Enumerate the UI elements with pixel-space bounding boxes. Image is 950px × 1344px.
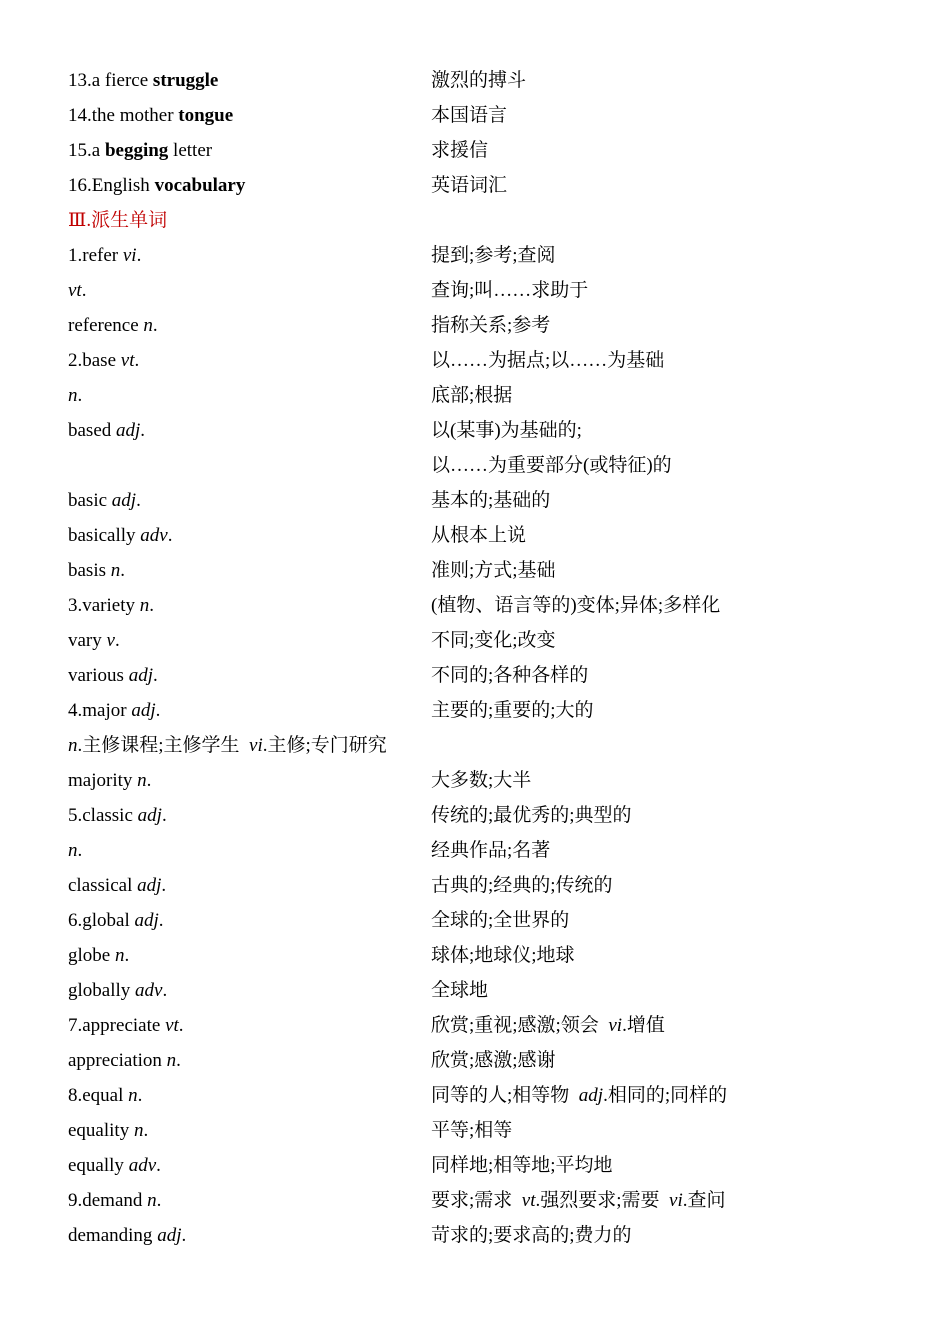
vocab-entry bbox=[68, 804, 888, 839]
vocab-entry bbox=[68, 489, 888, 524]
entry-word: 3.variety n. bbox=[68, 595, 155, 616]
vocab-entry bbox=[68, 909, 888, 944]
entry-meaning: 从根本上说 bbox=[431, 525, 527, 546]
vocab-entry bbox=[68, 1084, 888, 1119]
entry-word: n. bbox=[68, 840, 83, 861]
phrase-row bbox=[68, 139, 888, 174]
entry-word: equally adv. bbox=[68, 1155, 161, 1176]
entry-word: globe n. bbox=[68, 945, 130, 966]
entry-word: globally adv. bbox=[68, 980, 168, 1001]
entry-meaning: 以(某事)为基础的; bbox=[431, 420, 582, 441]
entry-word: based adj. bbox=[68, 420, 146, 441]
vocab-entry bbox=[68, 874, 888, 909]
vocab-entry bbox=[68, 314, 888, 349]
vocab-entry-continuation bbox=[68, 454, 888, 489]
entry-word: equality n. bbox=[68, 1120, 149, 1141]
entry-word: reference n. bbox=[68, 315, 158, 336]
vocab-entry bbox=[68, 839, 888, 874]
entry-word: demanding adj. bbox=[68, 1225, 187, 1246]
vocab-entry bbox=[68, 629, 888, 664]
entry-word: majority n. bbox=[68, 770, 152, 791]
vocab-entry bbox=[68, 1189, 888, 1224]
vocab-entry bbox=[68, 559, 888, 594]
vocab-entry bbox=[68, 944, 888, 979]
phrase-row bbox=[68, 69, 888, 104]
entry-word: 9.demand n. bbox=[68, 1190, 162, 1211]
entry-meaning: 同等的人;相等物 adj.相同的;同样的 bbox=[431, 1085, 728, 1106]
entry-word: vary v. bbox=[68, 630, 120, 651]
vocab-entry bbox=[68, 699, 888, 734]
entry-meaning: 传统的;最优秀的;典型的 bbox=[431, 805, 632, 826]
entry-meaning: 主要的;重要的;大的 bbox=[431, 700, 594, 721]
entry-meaning: 平等;相等 bbox=[431, 1120, 513, 1141]
entry-word: appreciation n. bbox=[68, 1050, 181, 1071]
phrase-row bbox=[68, 174, 888, 209]
entry-word: 4.major adj. bbox=[68, 700, 161, 721]
section-heading: Ⅲ.派生单词 bbox=[68, 210, 168, 231]
entry-meaning: 底部;根据 bbox=[431, 385, 513, 406]
vocab-entry bbox=[68, 664, 888, 699]
vocab-entry bbox=[68, 524, 888, 559]
vocab-entry bbox=[68, 419, 888, 454]
phrase-english: 13.a fierce struggle bbox=[68, 70, 219, 91]
entry-word: 5.classic adj. bbox=[68, 805, 167, 826]
entry-word: 2.base vt. bbox=[68, 350, 140, 371]
entry-word: basically adv. bbox=[68, 525, 173, 546]
entry-meaning: 同样地;相等地;平均地 bbox=[431, 1155, 613, 1176]
entry-meaning: 以……为据点;以……为基础 bbox=[431, 350, 665, 371]
entry-meaning: 欣赏;感激;感谢 bbox=[431, 1050, 556, 1071]
entry-meaning: 查询;叫……求助于 bbox=[431, 280, 589, 301]
phrase-meaning: 激烈的搏斗 bbox=[431, 70, 527, 91]
entry-meaning: 苛求的;要求高的;费力的 bbox=[431, 1225, 632, 1246]
vocab-entry bbox=[68, 279, 888, 314]
phrase-english: 14.the mother tongue bbox=[68, 105, 234, 126]
vocab-entry bbox=[68, 1119, 888, 1154]
entry-meaning: 欣赏;重视;感激;领会 vi.增值 bbox=[431, 1015, 665, 1036]
vocab-entry bbox=[68, 349, 888, 384]
entry-meaning: 基本的;基础的 bbox=[431, 490, 551, 511]
entry-word: n. bbox=[68, 385, 83, 406]
entry-word: various adj. bbox=[68, 665, 158, 686]
entry-meaning: 不同;变化;改变 bbox=[431, 630, 556, 651]
entry-word: 6.global adj. bbox=[68, 910, 164, 931]
entry-meaning: 提到;参考;查阅 bbox=[431, 245, 556, 266]
entry-meaning: 经典作品;名著 bbox=[431, 840, 551, 861]
vocab-entry bbox=[68, 1049, 888, 1084]
entry-word: vt. bbox=[68, 280, 87, 301]
vocab-entry bbox=[68, 769, 888, 804]
entry-word: 8.equal n. bbox=[68, 1085, 143, 1106]
entry-full-text: n.主修课程;主修学生 vi.主修;专门研究 bbox=[68, 735, 387, 756]
vocab-entry bbox=[68, 384, 888, 419]
entry-meaning: 准则;方式;基础 bbox=[431, 560, 556, 581]
vocab-entry bbox=[68, 1154, 888, 1189]
vocab-entry bbox=[68, 1014, 888, 1049]
entry-meaning: 要求;需求 vt.强烈要求;需要 vi.查问 bbox=[431, 1190, 726, 1211]
entry-meaning: 全球的;全世界的 bbox=[431, 910, 570, 931]
vocab-entry bbox=[68, 1224, 888, 1259]
entry-word: 7.appreciate vt. bbox=[68, 1015, 184, 1036]
entry-meaning: 全球地 bbox=[431, 980, 489, 1001]
phrase-meaning: 本国语言 bbox=[431, 105, 508, 126]
entry-meaning: 指称关系;参考 bbox=[431, 315, 551, 336]
phrase-english: 16.English vocabulary bbox=[68, 175, 246, 196]
entry-word: basis n. bbox=[68, 560, 125, 581]
entry-word: 1.refer vi. bbox=[68, 245, 142, 266]
entry-meaning: 古典的;经典的;传统的 bbox=[431, 875, 613, 896]
entry-meaning: (植物、语言等的)变体;异体;多样化 bbox=[431, 595, 721, 616]
phrase-english: 15.a begging letter bbox=[68, 140, 213, 161]
vocab-entry-full-line bbox=[68, 734, 888, 769]
entry-meaning: 以……为重要部分(或特征)的 bbox=[431, 455, 672, 476]
phrase-meaning: 英语词汇 bbox=[431, 175, 508, 196]
entry-word: basic adj. bbox=[68, 490, 141, 511]
vocab-entry bbox=[68, 244, 888, 279]
phrase-row bbox=[68, 104, 888, 139]
phrase-meaning: 求援信 bbox=[431, 140, 489, 161]
entry-meaning: 不同的;各种各样的 bbox=[431, 665, 589, 686]
entry-word: classical adj. bbox=[68, 875, 167, 896]
vocab-entry bbox=[68, 594, 888, 629]
entry-meaning: 球体;地球仪;地球 bbox=[431, 945, 575, 966]
entry-meaning: 大多数;大半 bbox=[431, 770, 532, 791]
vocab-entry bbox=[68, 979, 888, 1014]
